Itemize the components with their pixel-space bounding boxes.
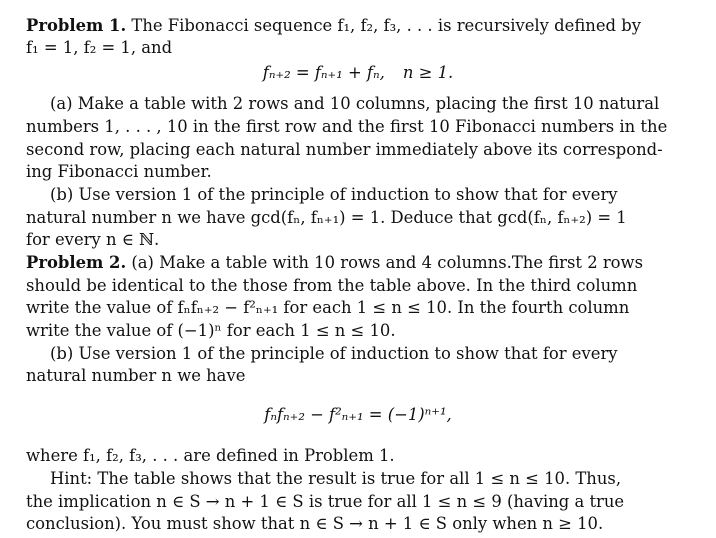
problem1-intro: The Fibonacci sequence f₁, f₂, f₃, . . . is recursively defined by — [131, 16, 641, 35]
recurrence-formula: fₙ₊₂ = fₙ₊₁ + fₙ, — [262, 63, 385, 82]
problem2-a-line4: write the value of (−1)ⁿ for each 1 ≤ n ≤ 10. — [26, 321, 396, 340]
problem1-line1 — [26, 16, 696, 36]
problem1-a-line4: ing Fibonacci number. — [26, 162, 212, 181]
problem1-b-line3: for every n ∈ ℕ. — [26, 230, 160, 249]
cassini-formula: fₙfₙ₊₂ − f²ₙ₊₁ = (−1)ⁿ⁺¹, — [264, 405, 452, 424]
problem1-initial-values: f₁ = 1, f₂ = 1, and — [26, 38, 173, 57]
problem1-recurrence — [0, 63, 716, 83]
problem2-hint-line3: conclusion). You must show that n ∈ S → n + 1 ∈ S only when n ≥ 10. — [26, 514, 604, 533]
problem1-title: Problem 1. — [26, 16, 127, 35]
problem2-line1 — [26, 253, 696, 273]
problem1-a-line2: numbers 1, . . . , 10 in the first row and the first 10 Fibonacci numbers in the — [26, 117, 668, 136]
problem2-b-line1: (b) Use version 1 of the principle of induction to show that for every — [50, 344, 618, 363]
problem2-a-line1: (a) Make a table with 10 rows and 4 columns.The first 2 rows — [131, 253, 643, 272]
problem1-b-line2: natural number n we have gcd(fₙ, fₙ₊₁) = 1. Deduce that gcd(fₙ, fₙ₊₂) = 1 — [26, 208, 627, 227]
problem1-a-line3: second row, placing each natural number immediately above its correspond- — [26, 140, 663, 159]
problem2-where-line: where f₁, f₂, f₃, . . . are defined in Problem 1. — [26, 446, 395, 465]
problem2-a-line3: write the value of fₙfₙ₊₂ − f²ₙ₊₁ for each 1 ≤ n ≤ 10. In the fourth column — [26, 298, 630, 317]
problem2-identity — [0, 405, 716, 425]
problem2-hint-line2: the implication n ∈ S → n + 1 ∈ S is true for all 1 ≤ n ≤ 9 (having a true — [26, 492, 625, 511]
problem2-hint-line1: Hint: The table shows that the result is true for all 1 ≤ n ≤ 10. Thus, — [50, 469, 622, 488]
recurrence-condition: n ≥ 1. — [402, 63, 454, 82]
problem1-b-line1: (b) Use version 1 of the principle of induction to show that for every — [50, 185, 618, 204]
problem2-a-line2: should be identical to the those from the table above. In the third column — [26, 276, 638, 295]
problem2-b-line2: natural number n we have — [26, 366, 246, 385]
problem2-title: Problem 2. — [26, 253, 127, 272]
problem1-a-line1: (a) Make a table with 2 rows and 10 columns, placing the first 10 natural — [50, 94, 660, 113]
